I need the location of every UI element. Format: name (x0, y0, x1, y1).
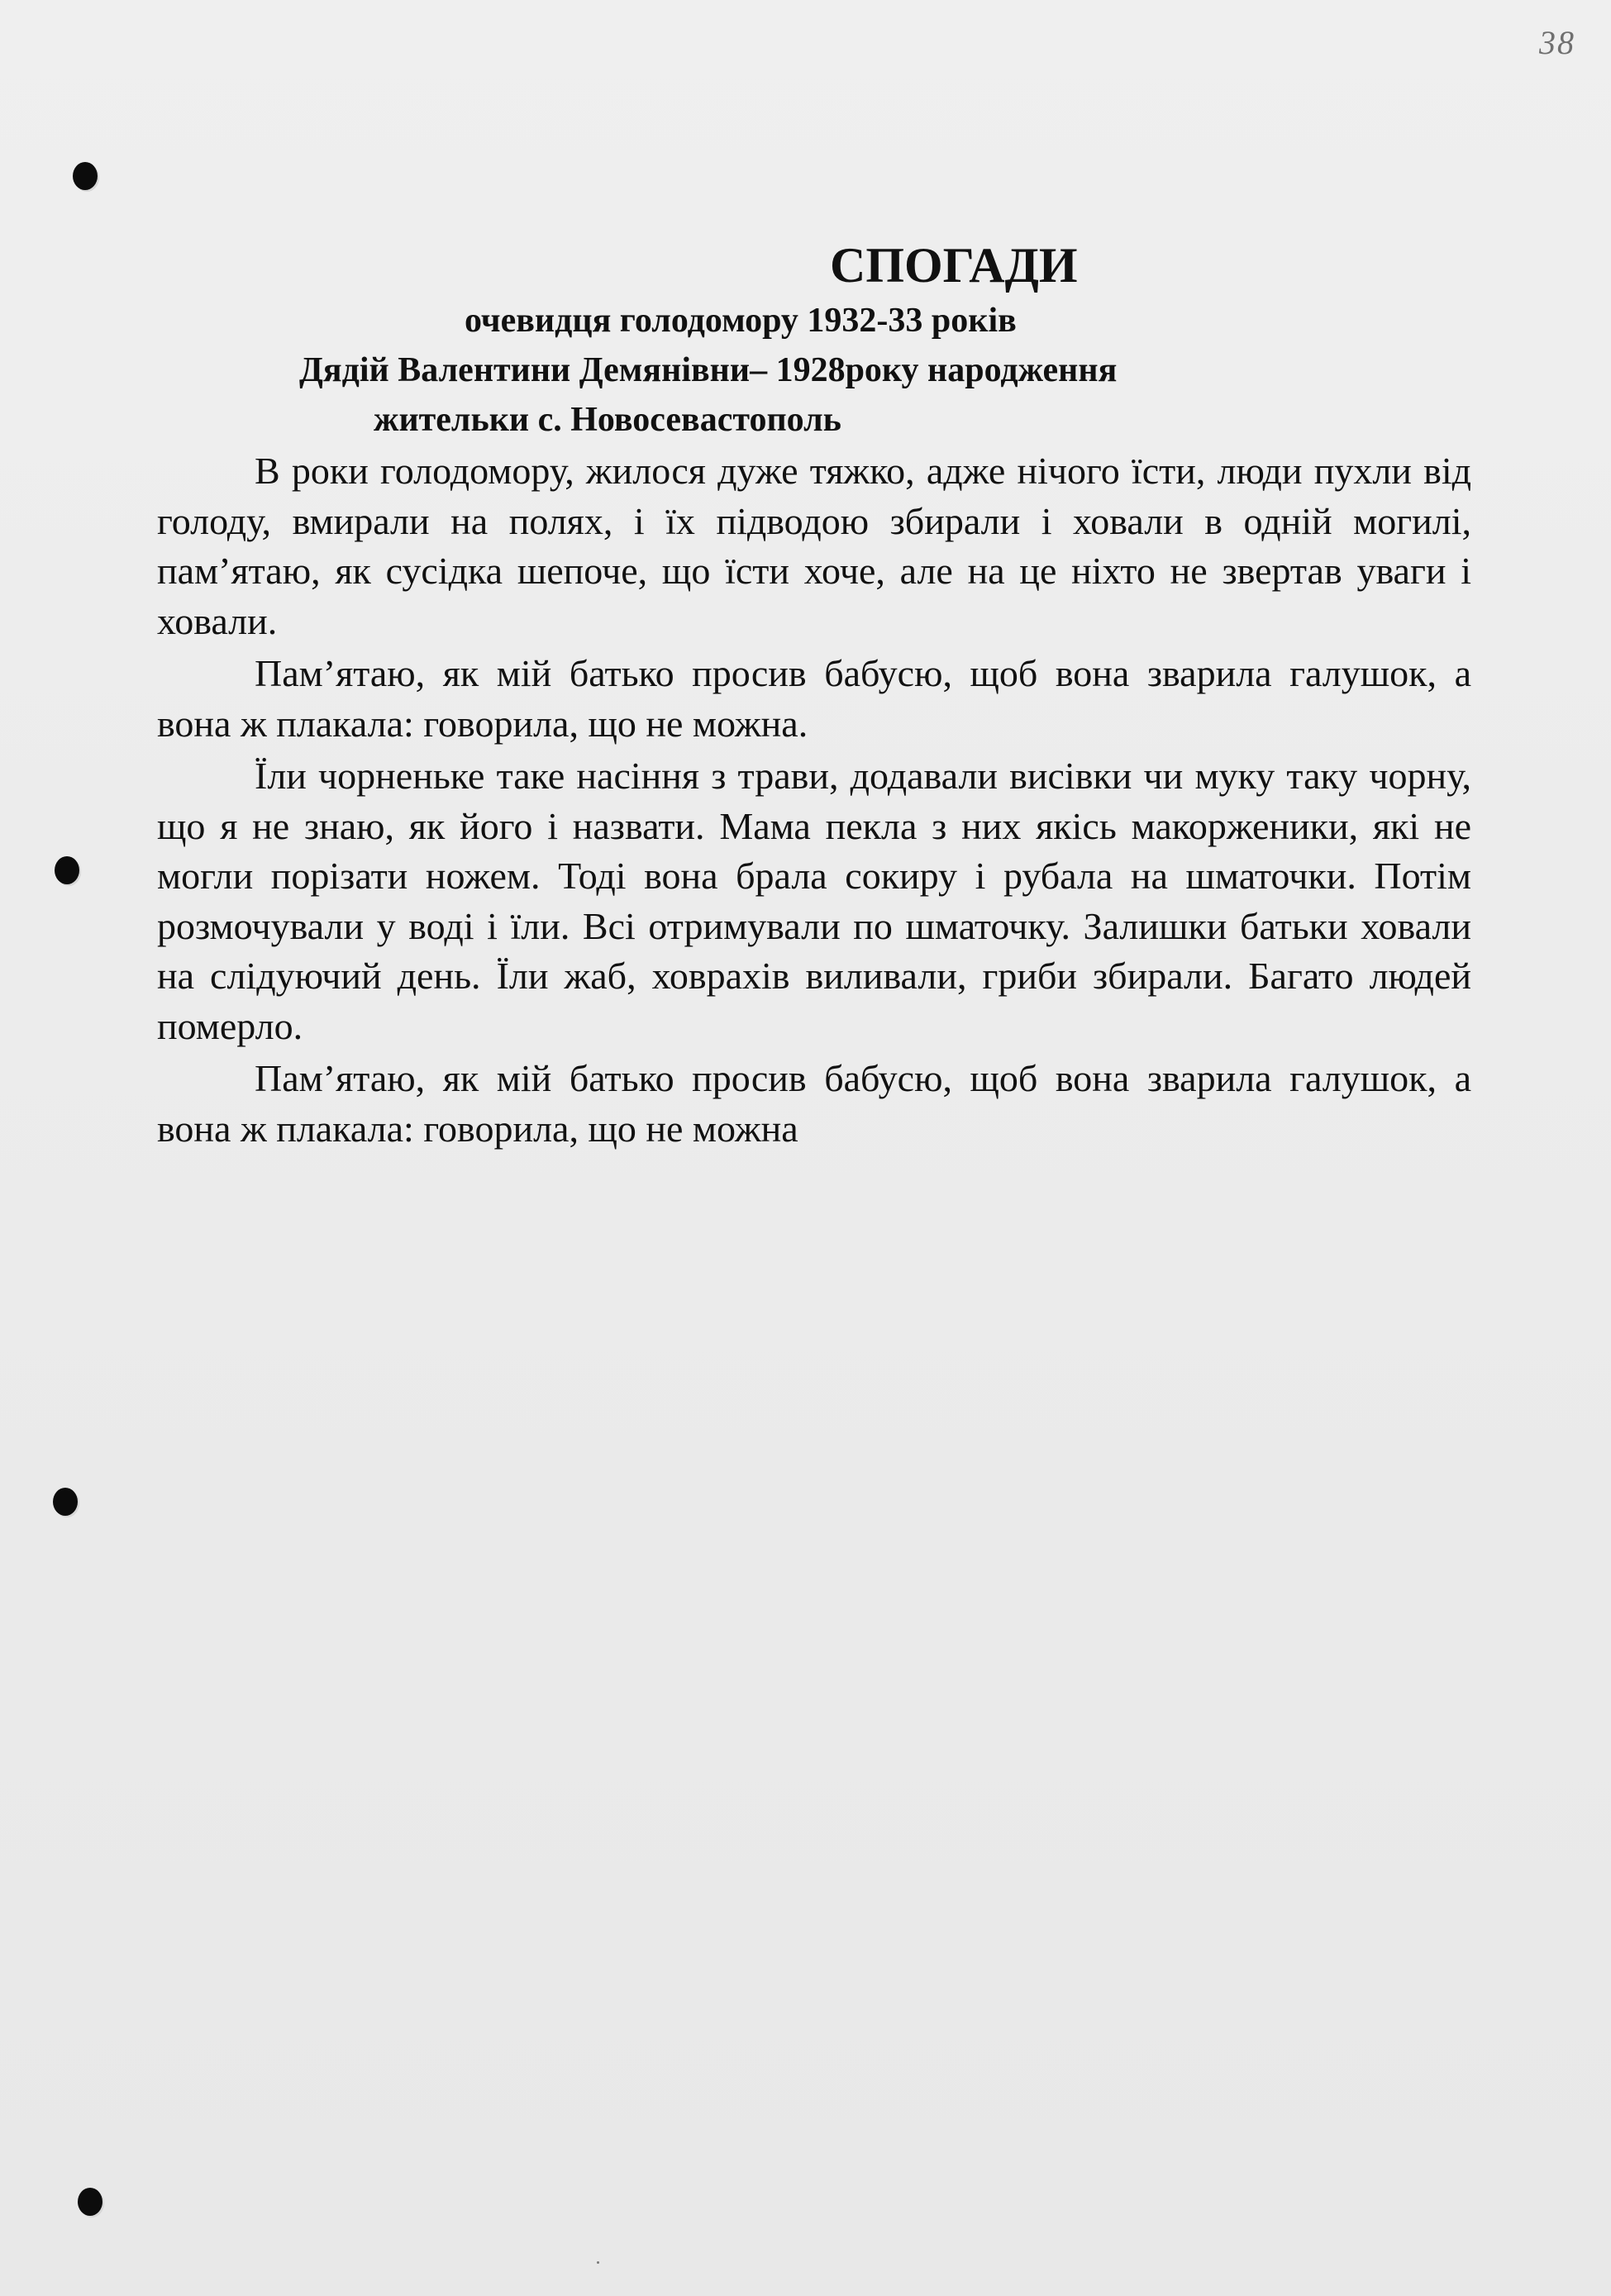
punch-hole (53, 1488, 78, 1516)
document-body (157, 235, 1471, 1154)
subtitle-line: очевидця голодомору 1932-33 років (465, 302, 1017, 340)
subtitle-line: Дядій Валентини Демянівни– 1928року народження (299, 351, 1118, 389)
paragraph: В роки голодомору, жилося дуже тяжко, адже нічого їсти, люди пухли від голоду, вмирали на полях, і їх підводою збирали і ховали в одній могилі, пам’ятаю, як сусідка шепоче, що їсти хоче, але на це ніхто не звертав уваги і ховали. (157, 450, 1471, 642)
punch-hole (55, 856, 79, 884)
document-title: СПОГАДИ (830, 238, 1078, 293)
scan-speck (597, 2261, 599, 2264)
page-number: 38 (1539, 24, 1575, 61)
punch-hole (73, 162, 98, 190)
subtitle-line: жительки с. Новосевастополь (374, 401, 841, 439)
paragraph: Пам’ятаю, як мій батько просив бабусю, щоб вона зварила галушок, а вона ж плакала: говорила, що не можна (157, 1057, 1471, 1150)
punch-hole (78, 2188, 102, 2216)
paragraph: Їли чорненьке таке насіння з трави, додавали висівки чи муку таку чорну, що я не знаю, як його і назвати. Мама пекла з них якісь макорженики, які не могли порізати ножем. Тоді вона брала сокиру і рубала на шматочки. Потім розмочували у воді і їли. Всі отримували по шматочку. Залишки батьки ховали на слідуючий день. Їли жаб, ховрахів виливали, гриби збирали. Багато людей померло. (157, 755, 1471, 1047)
paragraph: Пам’ятаю, як мій батько просив бабусю, щоб вона зварила галушок, а вона ж плакала: говорила, що не можна. (157, 652, 1471, 745)
